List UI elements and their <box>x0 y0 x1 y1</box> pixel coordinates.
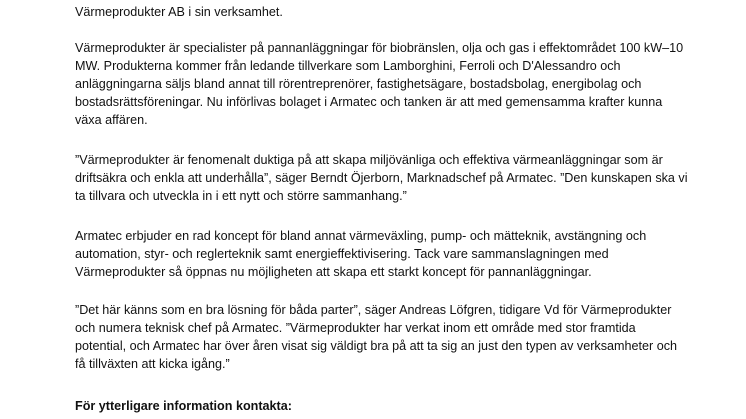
intro-line: Värmeprodukter AB i sin verksamhet. <box>75 5 283 19</box>
paragraph-line: automation, styr- och reglerteknik samt energieffektivisering. Tack vare sammanslagningen med <box>75 247 609 261</box>
paragraph-line: ”Det här känns som en bra lösning för båda parter”, säger Andreas Löfgren, tidigare Vd för Värmeprodukter <box>75 303 672 317</box>
paragraph-line: ”Värmeprodukter är fenomenalt duktiga på att skapa miljövänliga och effektiva värmeanläggningar som är <box>75 153 663 167</box>
paragraph-line: ta tillvara och utveckla in i ett nytt och större sammanhang.” <box>75 189 407 203</box>
paragraph-line: Armatec erbjuder en rad koncept för bland annat värmeväxling, pump- och mätteknik, avstängning och <box>75 229 647 243</box>
paragraph-line: Värmeprodukter så öppnas nu möjligheten att skapa ett starkt koncept för pannanläggningar. <box>75 265 592 279</box>
contact-heading: För ytterligare information kontakta: <box>75 399 292 413</box>
paragraph-line: potential, och Armatec har över åren visat sig väldigt bra på att ta sig an just den typen av verksamheter och <box>75 339 678 353</box>
paragraph-line: få tillväxten att kicka igång.” <box>75 357 230 371</box>
paragraph-line: och numera teknisk chef på Armatec. ”Värmeprodukter har verkat inom ett område med stor framtida <box>75 321 636 335</box>
paragraph-line: anläggningarna säljs bland annat till rörentreprenörer, fastighetsägare, bostadsbolag, energibolag och <box>75 77 642 91</box>
paragraph-line: bostadsrättsföreningar. Nu införlivas bolaget i Armatec och tanken är att med gemensamma krafter kunna <box>75 95 663 109</box>
paragraph-line: MW. Produkterna kommer från ledande tillverkare som Lamborghini, Ferroli och D'Alessandro och <box>75 59 621 73</box>
paragraph-line: driftsäkra och enkla att underhålla”, säger Berndt Öjerborn, Marknadschef på Armatec. ”Den kunskapen ska vi <box>75 171 688 185</box>
paragraph-line: Värmeprodukter är specialister på pannanläggningar för biobränslen, olja och gas i effektområdet 100 kW–10 <box>75 41 684 55</box>
paragraph-line: växa affären. <box>75 113 148 127</box>
